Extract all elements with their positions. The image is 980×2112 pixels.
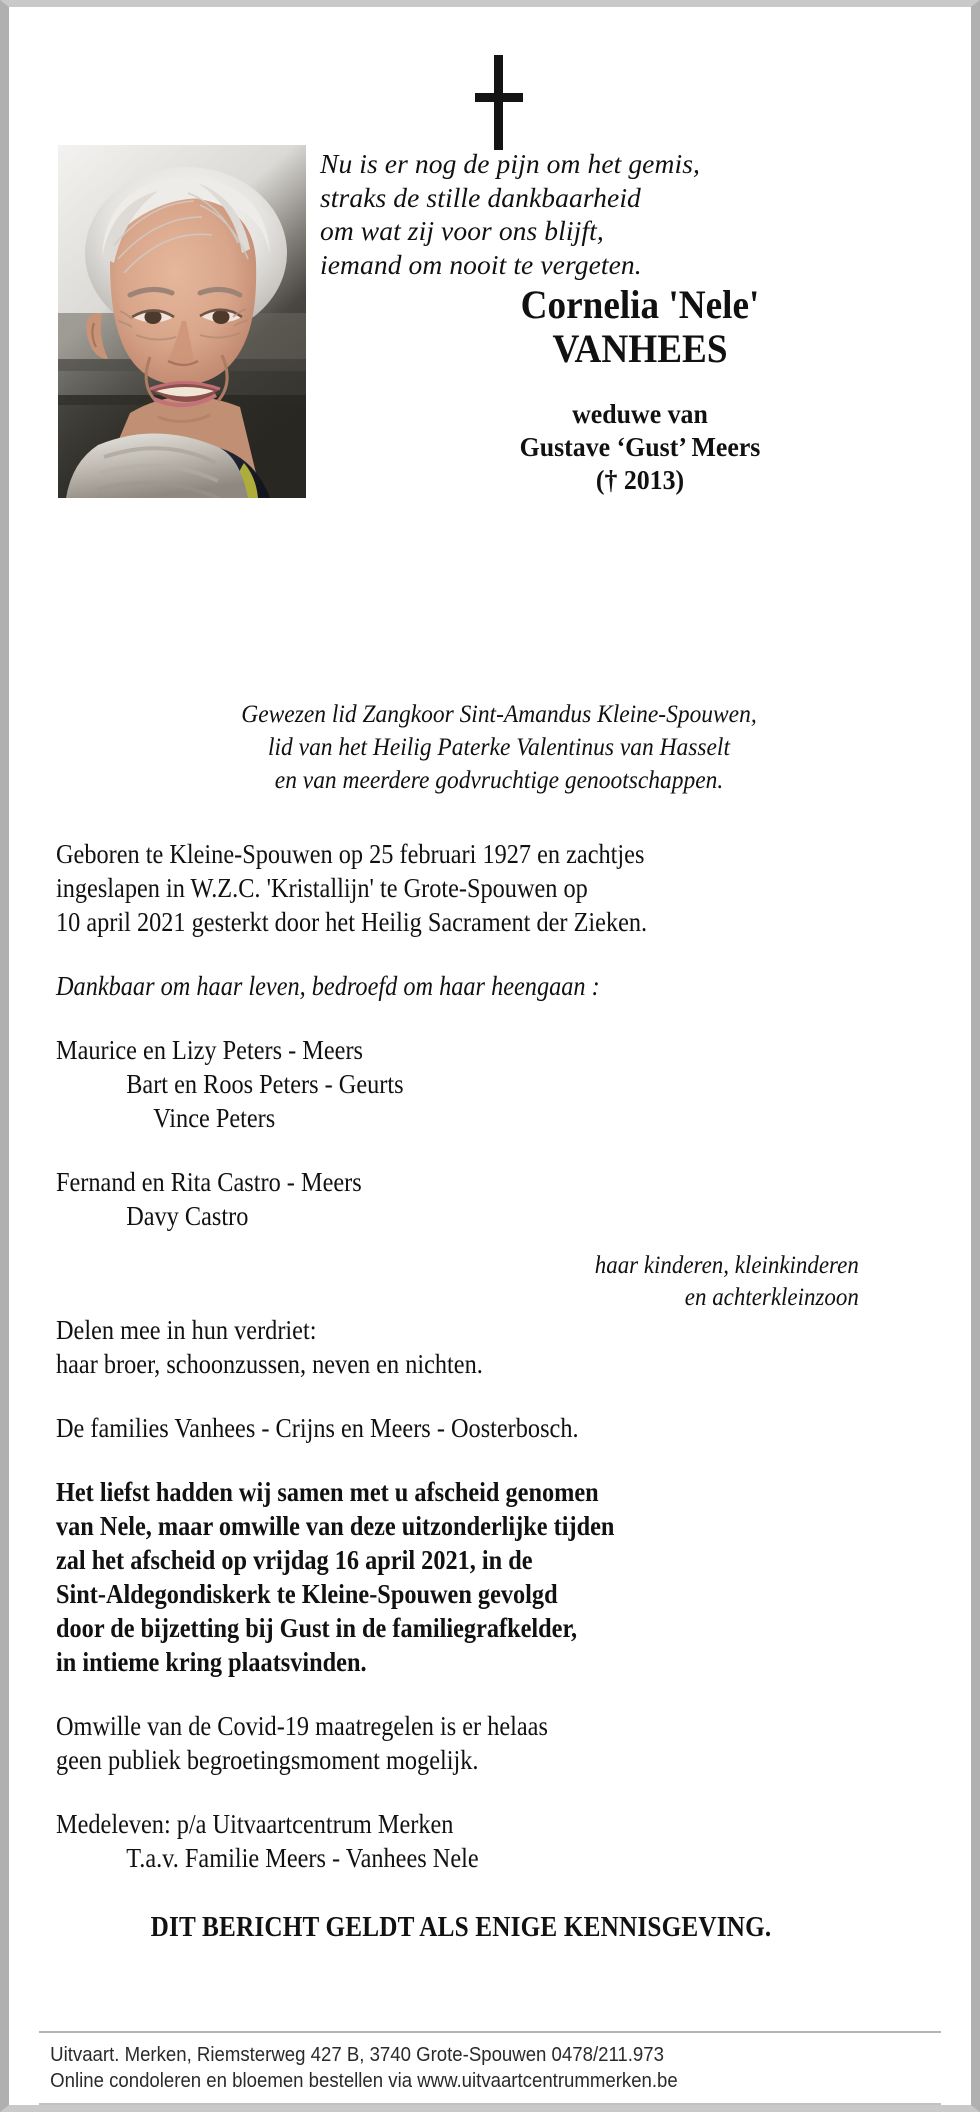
poem-line: om wat zij voor ons blijft, [320,215,604,246]
condolence-address: Medeleven: p/a Uitvaartcentrum Merken [56,1809,454,1839]
membership-block [76,697,922,796]
family-member: Fernand en Rita Castro - Meers [56,1167,362,1197]
deceased-first-name: Cornelia 'Nele' [520,282,760,327]
family-member: Maurice en Lizy Peters - Meers [56,1035,364,1065]
life-line: ingeslapen in W.Z.C. 'Kristallijn' te Grote-Spouwen op [56,873,588,903]
widow-label: weduwe van [572,398,708,429]
condolence-attention: T.a.v. Familie Meers - Vanhees Nele [126,1843,479,1873]
cross-horizontal-bar [475,93,523,102]
family-member: Vince Peters [153,1103,276,1133]
single-notice-text: DIT BERICHT GELDT ALS ENIGE KENNISGEVING. [150,1912,772,1943]
spacer [56,1777,866,1807]
funeral-line: in intieme kring plaatsvinden. [56,1647,367,1677]
deceased-name-block [320,283,960,496]
spacer [56,1381,866,1411]
membership-line: en van meerdere godvruchtige genootschappen. [274,765,724,794]
relation-note: en achterkleinzoon [684,1282,859,1311]
memorial-poem [320,147,940,281]
memorial-card [9,7,971,2105]
membership-line: Gewezen lid Zangkoor Sint-Amandus Kleine-Spouwen, [241,699,757,728]
poem-line: iemand om nooit te vergeten. [320,248,642,280]
funeral-line: van Nele, maar omwille van deze uitzonderlijke tijden [56,1511,615,1541]
funeral-line: door de bijzetting bij Gust in de familiegrafkelder, [56,1613,578,1643]
footer-text [39,2033,878,2103]
poem-line: straks de stille dankbaarheid [320,181,641,213]
portrait-photo [58,145,306,498]
funeral-line: zal het afscheid op vrijdag 16 april 2021, in de [56,1545,533,1575]
family-member: Bart en Roos Peters - Geurts [126,1069,404,1099]
spouse-death-year: († 2013) [595,464,685,495]
memorial-body-text [56,837,866,1945]
life-line: Geboren te Kleine-Spouwen op 25 februari 1927 en zachtjes [56,839,645,869]
spacer [56,1679,866,1709]
poem-line: Nu is er nog de pijn om het gemis, [320,148,700,179]
covid-line: Omwille van de Covid-19 maatregelen is er helaas [56,1711,548,1741]
latin-cross-icon [475,55,523,150]
spacer [56,1875,866,1911]
footer-address-line: Uitvaart. Merken, Riemsterweg 427 B, 3740 Grote-Spouwen 0478/211.973 [50,2044,664,2066]
membership-line: lid van het Heilig Paterke Valentinus van Hasselt [268,732,730,761]
portrait-image [58,145,306,498]
life-line: 10 april 2021 gesterkt door het Heilig Sacrament der Zieken. [56,907,648,937]
spacer [56,1135,866,1165]
funeral-line: Sint-Aldegondiskerk te Kleine-Spouwen gevolgd [56,1579,558,1609]
cross-vertical-bar [494,55,503,150]
spacer [56,1003,866,1033]
mourning-intro: Dankbaar om haar leven, bedroefd om haar heengaan : [56,971,600,1001]
share-line: haar broer, schoonzussen, neven en nichten. [56,1349,483,1379]
footer-website-line[interactable]: Online condoleren en bloemen bestellen via www.uitvaartcentrummerken.be [50,2070,678,2092]
funeral-line: Het liefst hadden wij samen met u afscheid genomen [56,1477,599,1507]
families-line: De families Vanhees - Crijns en Meers - Oosterbosch. [56,1413,579,1443]
share-intro: Delen mee in hun verdriet: [56,1315,317,1345]
spacer [56,1233,866,1249]
family-member: Davy Castro [126,1201,249,1231]
spacer [56,939,866,969]
spacer [56,1445,866,1475]
name-spacer [320,371,960,397]
relation-note: haar kinderen, kleinkinderen [594,1250,859,1279]
spouse-name: Gustave ‘Gust’ Meers [519,431,761,462]
footer-divider-bottom [39,2103,941,2105]
funeral-home-footer [9,2031,971,2105]
deceased-surname: VANHEES [552,326,728,371]
covid-line: geen publiek begroetingsmoment mogelijk. [56,1745,479,1775]
